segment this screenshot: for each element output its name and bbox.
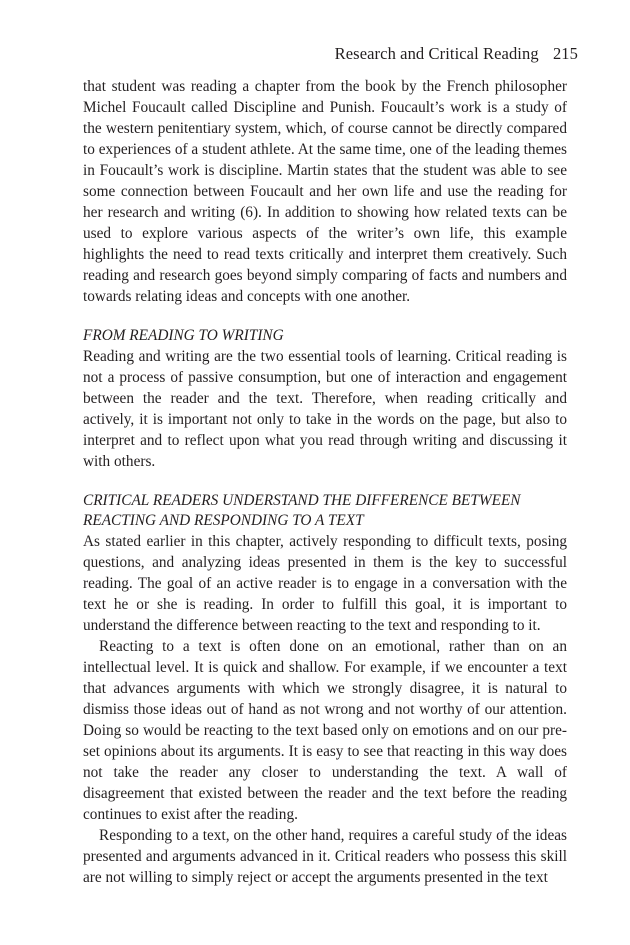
section-gap	[83, 307, 567, 326]
section-heading-reacting-responding: CRITICAL READERS UNDERSTAND THE DIFFERENCE BETWEEN REACTING AND RESPONDING TO A TEXT	[83, 492, 521, 529]
running-title: Research and Critical Reading	[334, 44, 539, 63]
paragraph-reading-writing: Reading and writing are the two essential tools of learning. Critical reading is not a process of passive consumption, but one of interaction and engagement between the reader and the text. Therefore, when reading critically and actively, it is important not only to take in the words on the page, but also to interpret and to reflect upon what you read through writing and discussing it with others.	[83, 348, 567, 470]
page-number: 215	[552, 44, 578, 63]
paragraph-active-responding: As stated earlier in this chapter, actively responding to difficult texts, posing questions, and analyzing ideas presented in them is the key to successful reading. The goal of an active reader is to engage in a conversation with the text he or she is reading. In order to fulfill this goal, it is important to understand the difference between reacting to the text and responding to it.	[83, 533, 567, 634]
running-header	[335, 44, 578, 64]
paragraph-foucault: that student was reading a chapter from the book by the French philosopher Michel Foucault called Discipline and Punish. Foucault’s work is a study of the western penitentiary system, which, of course cannot be directly compared to experiences of a student athlete. At the same time, one of the leading themes in Foucault’s work is discipline. Martin states that the student was able to see some connection between Foucault and her own life and use the reading for her research and writing (6). In addition to showing how related texts can be used to explore various aspects of the writer’s own life, this example highlights the need to read texts critically and interpret them creatively. Such reading and research goes beyond simply comparing of facts and numbers and towards relating ideas and concepts with one another.	[83, 78, 567, 305]
page-body	[83, 76, 567, 888]
section-heading-reading-to-writing: FROM READING TO WRITING	[83, 327, 284, 344]
section-gap	[83, 472, 567, 491]
paragraph-responding: Responding to a text, on the other hand, requires a careful study of the ideas presented and arguments advanced in it. Critical readers who possess this skill are not willing to simply reject or accept the arguments presented in the text	[83, 827, 567, 886]
paragraph-reacting: Reacting to a text is often done on an emotional, rather than on an intellectual level. It is quick and shallow. For example, if we encounter a text that advances arguments with which we strongly disagree, it is natural to dismiss those ideas out of hand as not wrong and not worthy of our attention. Doing so would be reacting to the text based only on emotions and on our pre-set opinions about its arguments. It is easy to see that reacting in this way does not take the reader any closer to understanding the text. A wall of disagreement that existed between the reader and the text before the reading continues to exist after the reading.	[83, 638, 567, 823]
